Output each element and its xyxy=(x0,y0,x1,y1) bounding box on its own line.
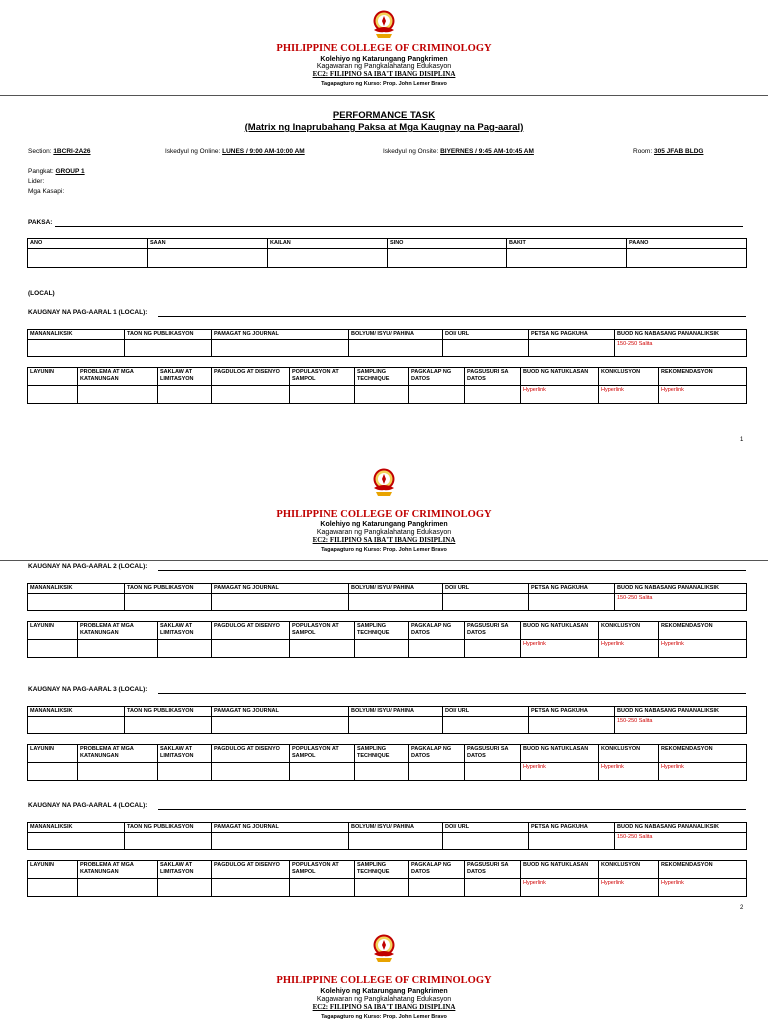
header-line1: Kolehiyo ng Katarungang Pangkrimen xyxy=(320,988,448,995)
page-number: 2 xyxy=(740,905,744,911)
study-table-2 xyxy=(27,367,747,404)
table-cell: 150-250 Salita xyxy=(615,340,747,357)
table-cell: POPULASYON AT SAMPOL xyxy=(290,368,355,386)
table-cell: PAGDULOG AT DISENYO xyxy=(212,745,290,763)
header-line1: Kolehiyo ng Katarungang Pangkrimen xyxy=(320,521,448,528)
table-cell: PROBLEMA AT MGA KATANUNGAN xyxy=(78,745,158,763)
study-table-1 xyxy=(27,822,747,850)
table-cell: PAGDULOG AT DISENYO xyxy=(212,368,290,386)
table-cell: BOLYUM/ ISYU/ PAHINA xyxy=(349,330,443,340)
study-table-1 xyxy=(27,329,747,357)
onsite-schedule: Iskedyul ng Onsite: BIYERNES / 9:45 AM-10:45 AM xyxy=(383,148,534,155)
header-instructor: Tagapagturo ng Kurso: Prop. John Lemer Bravo xyxy=(321,81,447,87)
table-cell: LAYUNIN xyxy=(28,622,78,640)
college-logo xyxy=(371,10,397,42)
college-logo xyxy=(371,468,397,500)
table-cell: SAKLAW AT LIMITASYON xyxy=(158,368,212,386)
table-cell: TAON NG PUBLIKASYON xyxy=(125,584,212,594)
table-cell: PAGKALAP NG DATOS xyxy=(409,368,465,386)
table-cell: LAYUNIN xyxy=(28,745,78,763)
room-info: Room: 305 JFAB BLDG xyxy=(633,148,704,155)
hyperlink-cell[interactable]: Hyperlink xyxy=(599,879,659,897)
table-cell: PAGSUSURI SA DATOS xyxy=(465,861,521,879)
header-course: EC2: FILIPINO SA IBA'T IBANG DISIPLINA xyxy=(312,536,456,544)
table-cell: PAGKALAP NG DATOS xyxy=(409,745,465,763)
header-rule xyxy=(0,95,768,96)
table-cell: PETSA NG PAGKUHA xyxy=(529,707,615,717)
table-cell: PAMAGAT NG JOURNAL xyxy=(212,330,349,340)
hyperlink-cell[interactable]: Hyperlink xyxy=(599,386,659,404)
paksa-col: BAKIT xyxy=(507,239,627,249)
table-cell: BUOD NG NATUKLASAN xyxy=(521,622,599,640)
table-cell: MANANALIKSIK xyxy=(28,823,125,833)
header-course: EC2: FILIPINO SA IBA'T IBANG DISIPLINA xyxy=(312,70,456,78)
group-info: Pangkat: GROUP 1 xyxy=(28,168,85,175)
table-cell: 150-250 Salita xyxy=(615,717,747,734)
members-label: Mga Kasapi: xyxy=(28,188,65,195)
hyperlink-cell[interactable]: Hyperlink xyxy=(599,640,659,658)
table-cell: KONKLUSYON xyxy=(599,745,659,763)
table-cell: PAGDULOG AT DISENYO xyxy=(212,861,290,879)
header-line1: Kolehiyo ng Katarungang Pangkrimen xyxy=(320,56,448,63)
hyperlink-cell[interactable]: Hyperlink xyxy=(659,640,747,658)
table-cell: SAMPLING TECHNIQUE xyxy=(355,861,409,879)
task-title: PERFORMANCE TASK xyxy=(332,110,436,121)
table-cell: LAYUNIN xyxy=(28,861,78,879)
leader-label: Lider: xyxy=(28,178,45,185)
table-cell: SAKLAW AT LIMITASYON xyxy=(158,861,212,879)
table-cell: BUOD NG NABASANG PANANALIKSIK xyxy=(615,707,747,717)
study-table-2 xyxy=(27,744,747,781)
header-line2: Kagawaran ng Pangkalahatang Edukasyon xyxy=(316,529,452,536)
study-table-1 xyxy=(27,583,747,611)
table-cell: PAGSUSURI SA DATOS xyxy=(465,745,521,763)
hyperlink-cell[interactable]: Hyperlink xyxy=(659,879,747,897)
table-cell: PETSA NG PAGKUHA xyxy=(529,823,615,833)
table-cell: SAKLAW AT LIMITASYON xyxy=(158,745,212,763)
table-cell: PAMAGAT NG JOURNAL xyxy=(212,584,349,594)
table-cell: BOLYUM/ ISYU/ PAHINA xyxy=(349,707,443,717)
study-table-2 xyxy=(27,860,747,897)
table-cell: REKOMENDASYON xyxy=(659,368,747,386)
table-cell: PETSA NG PAGKUHA xyxy=(529,584,615,594)
study-label: KAUGNAY NA PAG-AARAL 3 (LOCAL): xyxy=(28,686,148,693)
header-line2: Kagawaran ng Pangkalahatang Edukasyon xyxy=(316,996,452,1003)
table-cell: DOI/ URL xyxy=(443,330,529,340)
table-cell: BUOD NG NABASANG PANANALIKSIK xyxy=(615,584,747,594)
study-table-2 xyxy=(27,621,747,658)
table-cell: PROBLEMA AT MGA KATANUNGAN xyxy=(78,368,158,386)
section-info: Section: 1BCRI-2A26 xyxy=(28,148,91,155)
paksa-table xyxy=(27,238,747,268)
college-name: PHILIPPINE COLLEGE OF CRIMINOLOGY xyxy=(276,509,492,520)
table-cell: REKOMENDASYON xyxy=(659,745,747,763)
header-instructor: Tagapagturo ng Kurso: Prop. John Lemer Bravo xyxy=(321,547,447,553)
table-cell: PAGKALAP NG DATOS xyxy=(409,861,465,879)
study-line xyxy=(158,693,746,694)
table-cell: BOLYUM/ ISYU/ PAHINA xyxy=(349,823,443,833)
table-cell: SAKLAW AT LIMITASYON xyxy=(158,622,212,640)
table-cell: TAON NG PUBLIKASYON xyxy=(125,707,212,717)
table-cell: MANANALIKSIK xyxy=(28,330,125,340)
table-cell: PAGDULOG AT DISENYO xyxy=(212,622,290,640)
paksa-col: SAAN xyxy=(148,239,268,249)
table-cell: PAMAGAT NG JOURNAL xyxy=(212,823,349,833)
study-line xyxy=(158,570,746,571)
college-logo xyxy=(371,934,397,966)
college-name: PHILIPPINE COLLEGE OF CRIMINOLOGY xyxy=(276,975,492,986)
task-subtitle: (Matrix ng Inaprubahang Paksa at Mga Kaugnay na Pag-aaral) xyxy=(244,122,524,133)
table-cell: PROBLEMA AT MGA KATANUNGAN xyxy=(78,622,158,640)
study-label: KAUGNAY NA PAG-AARAL 4 (LOCAL): xyxy=(28,802,148,809)
table-cell: LAYUNIN xyxy=(28,368,78,386)
college-name: PHILIPPINE COLLEGE OF CRIMINOLOGY xyxy=(276,43,492,54)
hyperlink-cell[interactable]: Hyperlink xyxy=(599,763,659,781)
page-number: 1 xyxy=(740,437,744,443)
table-cell: DOI/ URL xyxy=(443,823,529,833)
header-instructor: Tagapagturo ng Kurso: Prop. John Lemer Bravo xyxy=(321,1014,447,1020)
table-cell: KONKLUSYON xyxy=(599,368,659,386)
study-table-1 xyxy=(27,706,747,734)
table-cell: POPULASYON AT SAMPOL xyxy=(290,622,355,640)
paksa-col: SINO xyxy=(388,239,507,249)
paksa-col: ANO xyxy=(28,239,148,249)
study-label: KAUGNAY NA PAG-AARAL 1 (LOCAL): xyxy=(28,309,148,316)
header-rule xyxy=(0,560,768,561)
table-cell: SAMPLING TECHNIQUE xyxy=(355,368,409,386)
local-label: (LOCAL) xyxy=(28,290,55,297)
hyperlink-cell[interactable]: Hyperlink xyxy=(521,386,599,404)
online-schedule: Iskedyul ng Online: LUNES / 9:00 AM-10:00 AM xyxy=(165,148,305,155)
study-line xyxy=(158,316,746,317)
table-cell: BOLYUM/ ISYU/ PAHINA xyxy=(349,584,443,594)
paksa-col: PAANO xyxy=(627,239,747,249)
table-cell: POPULASYON AT SAMPOL xyxy=(290,861,355,879)
table-cell: PAGKALAP NG DATOS xyxy=(409,622,465,640)
hyperlink-cell[interactable]: Hyperlink xyxy=(521,763,599,781)
hyperlink-cell[interactable]: Hyperlink xyxy=(659,386,747,404)
hyperlink-cell[interactable]: Hyperlink xyxy=(659,763,747,781)
table-cell: DOI/ URL xyxy=(443,707,529,717)
study-label: KAUGNAY NA PAG-AARAL 2 (LOCAL): xyxy=(28,563,148,570)
table-cell: BUOD NG NABASANG PANANALIKSIK xyxy=(615,823,747,833)
table-cell: 150-250 Salita xyxy=(615,594,747,611)
study-line xyxy=(158,809,746,810)
paksa-line xyxy=(55,226,743,227)
table-cell: 150-250 Salita xyxy=(615,833,747,850)
header-line2: Kagawaran ng Pangkalahatang Edukasyon xyxy=(316,63,452,70)
table-cell: POPULASYON AT SAMPOL xyxy=(290,745,355,763)
hyperlink-cell[interactable]: Hyperlink xyxy=(521,879,599,897)
table-cell: PAGSUSURI SA DATOS xyxy=(465,622,521,640)
hyperlink-cell[interactable]: Hyperlink xyxy=(521,640,599,658)
table-cell: BUOD NG NATUKLASAN xyxy=(521,745,599,763)
table-cell: BUOD NG NATUKLASAN xyxy=(521,368,599,386)
table-cell: SAMPLING TECHNIQUE xyxy=(355,622,409,640)
table-cell: BUOD NG NABASANG PANANALIKSIK xyxy=(615,330,747,340)
table-cell: PAMAGAT NG JOURNAL xyxy=(212,707,349,717)
paksa-col: KAILAN xyxy=(268,239,388,249)
table-cell: PETSA NG PAGKUHA xyxy=(529,330,615,340)
table-cell: SAMPLING TECHNIQUE xyxy=(355,745,409,763)
table-cell: TAON NG PUBLIKASYON xyxy=(125,823,212,833)
table-cell: MANANALIKSIK xyxy=(28,584,125,594)
table-cell: PROBLEMA AT MGA KATANUNGAN xyxy=(78,861,158,879)
table-cell: KONKLUSYON xyxy=(599,861,659,879)
table-cell: MANANALIKSIK xyxy=(28,707,125,717)
table-cell: REKOMENDASYON xyxy=(659,622,747,640)
table-cell: REKOMENDASYON xyxy=(659,861,747,879)
table-cell: DOI/ URL xyxy=(443,584,529,594)
header-course: EC2: FILIPINO SA IBA'T IBANG DISIPLINA xyxy=(312,1003,456,1011)
paksa-label: PAKSA: xyxy=(28,219,53,226)
table-cell: BUOD NG NATUKLASAN xyxy=(521,861,599,879)
table-cell: TAON NG PUBLIKASYON xyxy=(125,330,212,340)
table-cell: KONKLUSYON xyxy=(599,622,659,640)
table-cell: PAGSUSURI SA DATOS xyxy=(465,368,521,386)
